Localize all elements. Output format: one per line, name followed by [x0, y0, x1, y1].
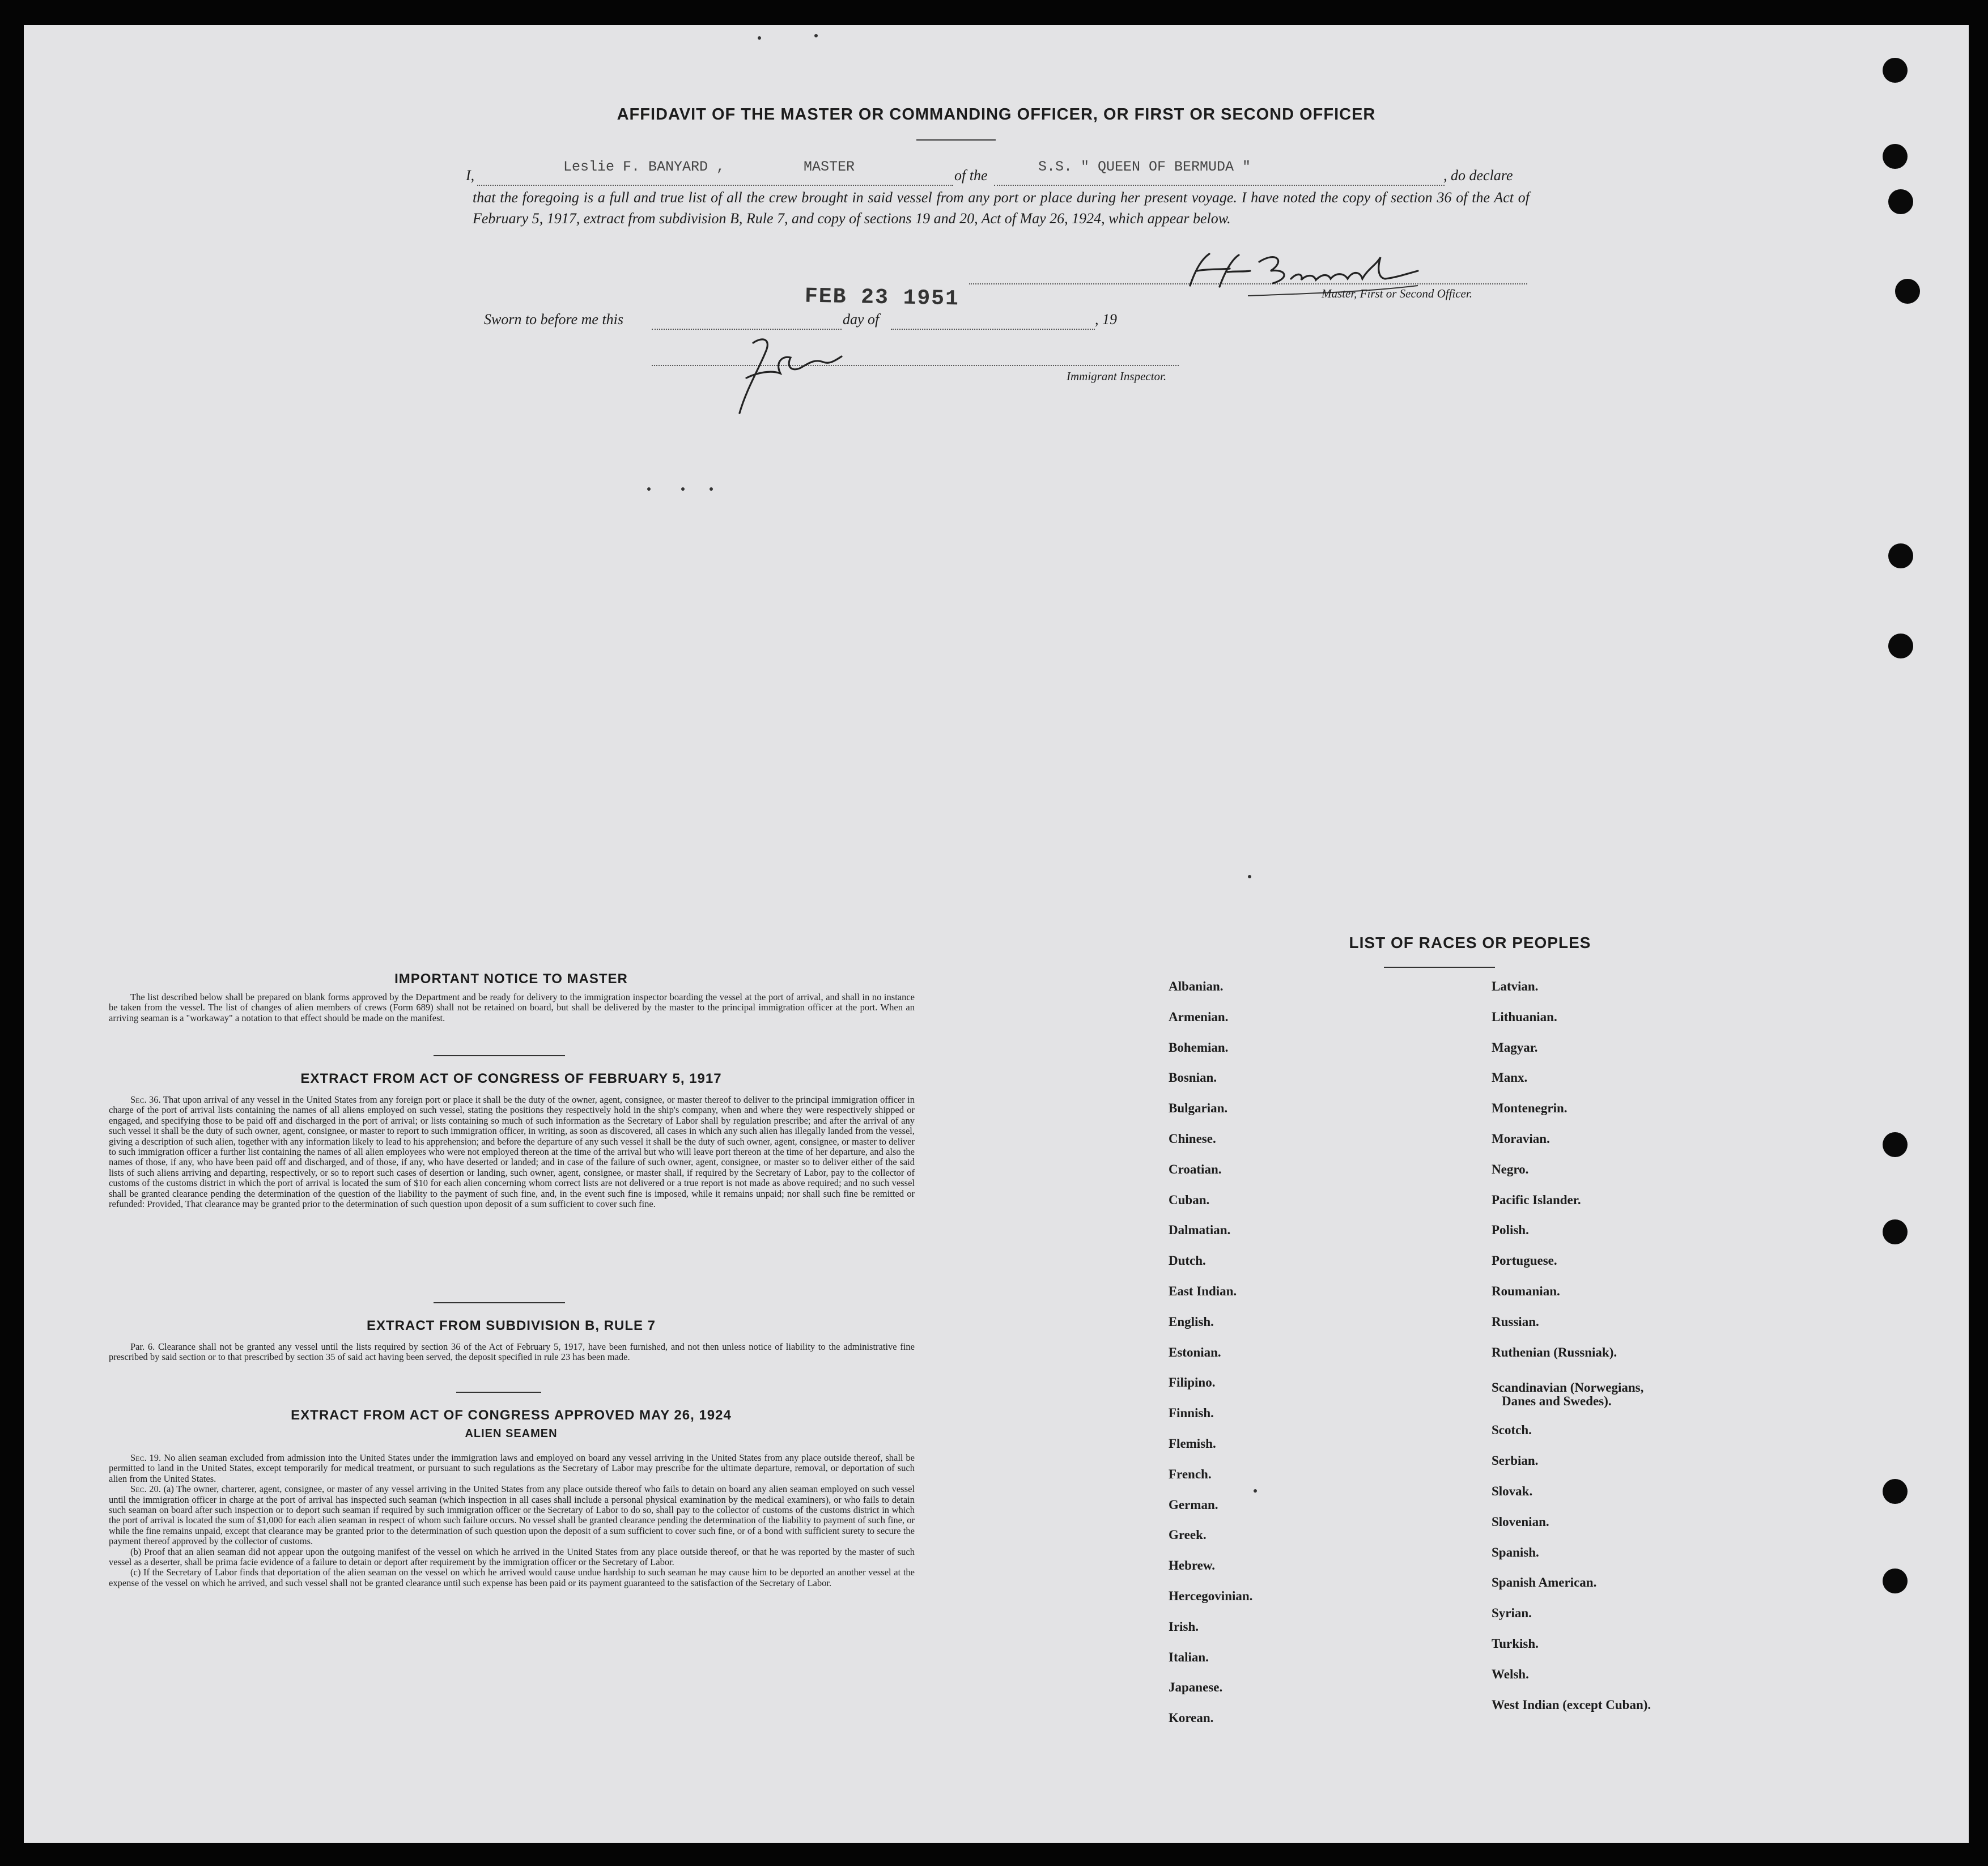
races-right-column: [1492, 979, 1651, 1728]
speck: [758, 36, 761, 40]
race-item: Bulgarian.: [1169, 1101, 1228, 1116]
speck: [681, 487, 685, 491]
punch-hole: [1883, 1219, 1908, 1244]
inspector-signature: [724, 322, 860, 424]
race-item: Spanish American.: [1492, 1575, 1597, 1590]
race-item: Hercegovinian.: [1169, 1588, 1253, 1603]
race-item: Bohemian.: [1169, 1040, 1229, 1055]
race-item: Italian.: [1169, 1650, 1209, 1664]
rule-7-title: EXTRACT FROM SUBDIVISION B, RULE 7: [366, 1318, 656, 1333]
race-item: Dutch.: [1169, 1253, 1206, 1268]
race-item: Syrian.: [1492, 1606, 1532, 1621]
inspector-caption: Immigrant Inspector.: [1067, 369, 1167, 383]
sec36-label: Sec. 36.: [130, 1094, 161, 1105]
speck: [647, 487, 651, 491]
race-item: Turkish.: [1492, 1636, 1539, 1651]
sec19-text: No alien seaman excluded from admission into the United States under the immigration laws and employed on board any vessel arriving in the United States from any place outside thereof, shall be permitted to land in the United States, except temporarily for medical treatment, or pursuant to such regulations as the Secretary of Labor may prescribe for the ultimate departure, removal, or deportation of such alien from the United States.: [109, 1452, 915, 1484]
sec20-label: Sec. 20.: [130, 1484, 161, 1495]
race-item: Latvian.: [1492, 979, 1539, 993]
section-rule: [434, 1302, 565, 1303]
day-of-label: day of: [843, 311, 880, 328]
race-item: English.: [1169, 1314, 1214, 1329]
race-item: Moravian.: [1492, 1131, 1550, 1146]
race-item: Filipino.: [1169, 1375, 1216, 1390]
race-item: Albanian.: [1169, 979, 1224, 993]
section-rule: [434, 1055, 565, 1056]
act-1917-text: [109, 1095, 915, 1209]
race-item: Cuban.: [1169, 1192, 1210, 1207]
document-page: [24, 25, 1969, 1843]
i-label: I,: [466, 167, 475, 184]
speck: [814, 34, 818, 37]
notice-title: IMPORTANT NOTICE TO MASTER: [394, 971, 628, 987]
punch-hole: [1883, 1132, 1908, 1157]
race-item: French.: [1169, 1467, 1212, 1481]
punch-hole: [1883, 1479, 1908, 1504]
race-item: German.: [1169, 1497, 1218, 1512]
race-item: Spanish.: [1492, 1545, 1539, 1559]
speck: [710, 487, 713, 491]
race-item: Lithuanian.: [1492, 1009, 1557, 1024]
race-item: West Indian (except Cuban).: [1492, 1697, 1651, 1712]
race-item: Manx.: [1492, 1070, 1528, 1085]
affidavit-title: AFFIDAVIT OF THE MASTER OR COMMANDING OFFICER, OR FIRST OR SECOND OFFICER: [617, 105, 1376, 124]
race-item: Welsh.: [1492, 1667, 1529, 1681]
sec20c-text: (c) If the Secretary of Labor finds that deportation of the alien seaman on the vessel on which he arrived would cause undue hardship to such seaman he may cause him to be deported an another vessel at the expense of the vessel on which he arrived, and such vessel shall not be granted clearance until such expense has been paid or its payment guaranteed to the satisfaction of the Secretary of Labor.: [109, 1567, 915, 1588]
race-item: Slovak.: [1492, 1484, 1533, 1498]
race-item: Armenian.: [1169, 1009, 1229, 1024]
punch-hole: [1888, 634, 1913, 658]
do-declare-label: , do declare: [1443, 167, 1513, 184]
speck: [1254, 1489, 1257, 1493]
race-item: Hebrew.: [1169, 1558, 1215, 1573]
race-item: Greek.: [1169, 1528, 1207, 1542]
rule-7-text: [109, 1342, 915, 1363]
punch-hole: [1883, 1569, 1908, 1593]
race-item: Magyar.: [1492, 1040, 1538, 1055]
punch-hole: [1888, 189, 1913, 214]
race-item: Serbian.: [1492, 1453, 1539, 1468]
race-item: Montenegrin.: [1492, 1101, 1568, 1116]
race-item: Flemish.: [1169, 1436, 1216, 1451]
of-the-label: of the: [954, 167, 988, 184]
section-rule: [456, 1392, 541, 1393]
race-item: Irish.: [1169, 1619, 1199, 1634]
punch-hole: [1895, 279, 1920, 304]
race-item: Japanese.: [1169, 1680, 1223, 1695]
vessel-name: S.S. " QUEEN OF BERMUDA ": [1038, 159, 1251, 175]
race-item: Chinese.: [1169, 1131, 1216, 1146]
race-item: Korean.: [1169, 1711, 1214, 1725]
race-item: Portuguese.: [1492, 1253, 1557, 1268]
act-1924-subtitle: ALIEN SEAMEN: [465, 1427, 558, 1440]
vessel-underline: [994, 185, 1445, 186]
speck: [1248, 875, 1251, 878]
sec19-label: Sec. 19.: [130, 1452, 162, 1463]
date-stamp: FEB 23 1951: [804, 284, 960, 312]
race-item: Scotch.: [1492, 1423, 1532, 1438]
declarant-rank: MASTER: [804, 159, 855, 175]
race-item: Dalmatian.: [1169, 1223, 1231, 1238]
year-label: , 19: [1095, 311, 1117, 328]
race-item: Polish.: [1492, 1223, 1529, 1238]
race-item: Negro.: [1492, 1162, 1529, 1176]
races-title-rule: [1384, 967, 1495, 968]
race-item: Bosnian.: [1169, 1070, 1217, 1085]
act-1917-title: EXTRACT FROM ACT OF CONGRESS OF FEBRUARY 5, 1917: [300, 1071, 722, 1086]
act-1924-text: [109, 1453, 915, 1588]
sec20a-text: (a) The owner, charterer, agent, consignee, or master of any vessel arriving in the United States from any place outside thereof who fails to detain on board any alien seaman employed on such vessel until the immigration officer in charge at the port of arrival has inspected such seaman (which inspection in all cases shall include a personal physical examination by the medical examiners), or who fails to detain such seaman on board after such inspection or to deport such seaman if required by such immigration officer or the Secretary of Labor to do so, shall pay to the collector of customs of the customs district in which the port of arrival is located the sum of $1,000 for each alien seaman in respect of whom such failure occurs. No vessel shall be granted clearance pending the determination of the liability to payment of such fine, or while the fine remains unpaid, except that clearance may be granted prior to the determination of such question upon the deposit of a sum sufficient to cover such fine, or of a bond with sufficient surety to secure the payment thereof approved by the collector of customs.: [109, 1484, 915, 1547]
race-item: Estonian.: [1169, 1345, 1221, 1359]
race-item: Scandinavian (Norwegians,: [1492, 1380, 1644, 1395]
race-item: Croatian.: [1169, 1162, 1222, 1176]
rule-7-paragraph: Par. 6. Clearance shall not be granted any vessel until the lists required by section 36 of the Act of February 5, 1917, have been furnished, and not then unless notice of liability to the administrative fine prescribed by said section or to that prescribed by section 35 of said act having been served, the deposit specified in rule 23 has been made.: [109, 1341, 915, 1363]
notice-paragraph: The list described below shall be prepared on blank forms approved by the Department and be ready for delivery to the immigration inspector boarding the vessel at the port of arrival, and shall in no instance be taken from the vessel. The list of changes of alien members of crews (Form 689) shall not be retained on board, but shall be delivered by the master to the principal immigration officer at the port. When an arriving seaman is a "workaway" a notation to that effect should be made on the manifest.: [109, 992, 915, 1023]
punch-hole: [1883, 58, 1908, 83]
race-item: Ruthenian (Russniak).: [1492, 1345, 1617, 1359]
sec20b-text: (b) Proof that an alien seaman did not appear upon the outgoing manifest of the vessel on which he arrived in the United States from any place outside thereof, or that he was reported by the master of such vessel as a deserter, shall be prima facie evidence of a failure to detain or deport after requirement by the immigration officer or the Secretary of Labor.: [109, 1546, 915, 1568]
declarant-name: Leslie F. BANYARD ,: [563, 159, 725, 175]
race-item: Finnish.: [1169, 1406, 1214, 1421]
punch-hole: [1883, 144, 1908, 169]
title-rule: [916, 139, 996, 141]
race-item: East Indian.: [1169, 1283, 1237, 1298]
race-item: Roumanian.: [1492, 1283, 1560, 1298]
race-item: Russian.: [1492, 1314, 1539, 1329]
act-1924-title: EXTRACT FROM ACT OF CONGRESS APPROVED MAY 26, 1924: [291, 1408, 732, 1423]
races-left-column: [1169, 979, 1252, 1741]
punch-hole: [1888, 543, 1913, 568]
declaration-text: that the foregoing is a full and true list of all the crew brought in said vessel from any port or place during her present voyage. I have noted the copy of section 36 of the Act of February 5, 1917, extract from subdivision B, Rule 7, and copy of sections 19 and 20, Act of May 26, 1924, which appear below.: [473, 189, 1530, 227]
notice-text: [109, 992, 915, 1023]
declarant-underline: [477, 185, 953, 186]
master-signature-caption: Master, First or Second Officer.: [1322, 287, 1472, 300]
sworn-month-line: [891, 329, 1095, 330]
race-item: Pacific Islander.: [1492, 1192, 1581, 1207]
race-item: Slovenian.: [1492, 1514, 1549, 1529]
races-title: LIST OF RACES OR PEOPLES: [1349, 934, 1591, 951]
sec36-text: That upon arrival of any vessel in the United States from any foreign port or place it shall be the duty of the owner, agent, consignee, or master thereof to deliver to the principal immigration officer in charge of the port of arrival lists containing the names of all aliens employed on such vessel, stating the positions they respectively hold in the ship's company, when and where they were respectively shipped or engaged, and specifying those to be paid off and discharged in the port of arrival; or lists containing so much of such information as the Secretary of Labor shall by regulation prescribe; and after the arrival of any such vessel it shall be the duty of such owner, agent, consignee, or master to report to such immigration officer, in writing, as soon as discovered, all cases in which any such alien has illegally landed from the vessel, giving a description of such alien, together with any information likely to lead to his apprehension; and before the departure of any such vessel it shall be the duty of such owner, agent, consignee, or master to deliver to such immigration officer a further list containing the names of all alien employees who were not employed thereon at the time of the arrival but who will leave port thereon at the time of her departure, and also the names of those, if any, who have been paid off and discharged, and of those, if any, who have deserted or landed; and in case of the failure of such owner, agent, consignee, or master so to deliver either of the said lists of such aliens arriving and departing, respectively, or so to report such cases of desertion or landing, such owner, agent, consignee, or master shall, if required by the Secretary of Labor, pay to the collector of customs of the customs district in which the port of arrival is located the sum of $10 for each alien concerning whom correct lists are not delivered or a true report is not made as above required; and no such vessel shall be granted clearance pending the determination of the question of the liability to the payment of such fine, and, in the event such fine is imposed, while it remains unpaid; nor shall such fine be remitted or refunded: Provided, That clearance may be granted prior to the determination of such question upon deposit of a sum sufficient to cover such fine.: [109, 1094, 915, 1210]
sworn-label: Sworn to before me this: [484, 311, 624, 328]
race-item: Danes and Swedes).: [1502, 1394, 1612, 1409]
